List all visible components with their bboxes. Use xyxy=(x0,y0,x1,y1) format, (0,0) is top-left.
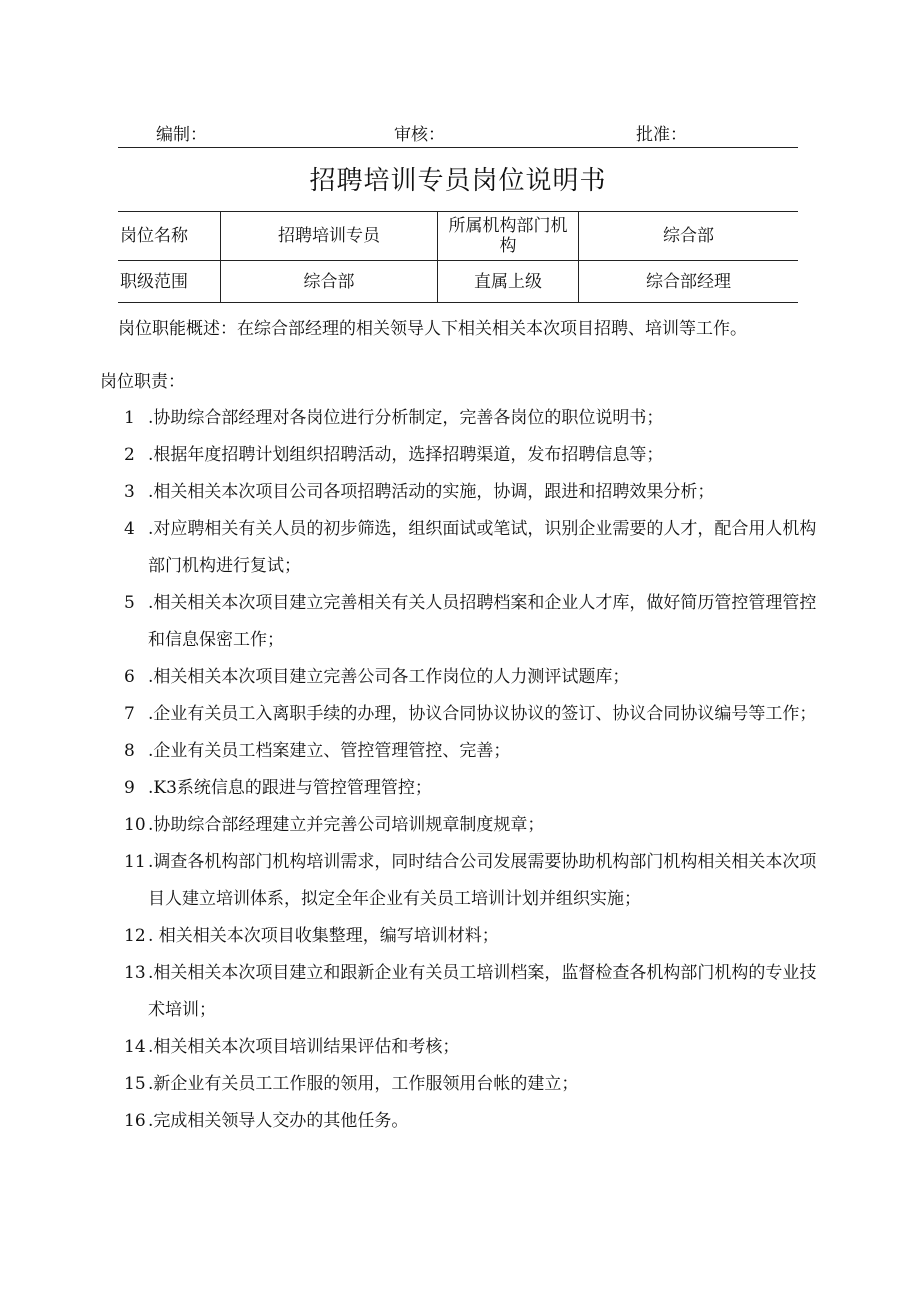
department-value: 综合部 xyxy=(579,212,799,261)
direct-superior-label: 直属上级 xyxy=(438,261,579,303)
grade-range-value: 综合部 xyxy=(221,261,438,303)
document-title: 招聘培训专员岗位说明书 xyxy=(309,166,607,196)
duty-number: 15 xyxy=(124,1074,146,1094)
compiled-by-label: 编制： xyxy=(156,125,207,145)
duty-text: .协助综合部经理对各岗位进行分析制定，完善各岗位的职位说明书； xyxy=(148,408,664,428)
reviewed-by-label: 审核： xyxy=(394,125,445,145)
duty-text: .相关相关本次项目建立和跟新企业有关员工培训档案，监督检查各机构部门机构的专业技术培训； xyxy=(148,963,817,1020)
duty-number: 14 xyxy=(124,1037,146,1057)
list-item xyxy=(100,770,820,807)
duty-text: .新企业有关员工工作服的领用，工作服领用台帐的建立； xyxy=(148,1074,579,1094)
duty-text: .相关相关本次项目公司各项招聘活动的实施，协调，跟进和招聘效果分析； xyxy=(148,482,715,502)
duty-text: .对应聘相关有关人员的初步筛选，组织面试或笔试，识别企业需要的人才，配合用人机构部门机构进行复试； xyxy=(148,519,817,576)
department-label: 所属机构部门机构 xyxy=(438,212,579,261)
list-item xyxy=(100,1029,820,1066)
duty-text: .根据年度招聘计划组织招聘活动，选择招聘渠道，发布招聘信息等； xyxy=(148,445,664,465)
direct-superior-value: 综合部经理 xyxy=(579,261,799,303)
list-item xyxy=(100,918,820,955)
position-name-label: 岗位名称 xyxy=(118,212,221,261)
list-item xyxy=(100,955,820,1029)
duty-number: 10 xyxy=(124,815,146,835)
list-item xyxy=(100,733,820,770)
function-summary: 岗位职能概述：在综合部经理的相关领导人下相关相关本次项目招聘、培训等工作。 xyxy=(118,319,747,339)
duty-text: . 相关相关本次项目收集整理，编写培训材料； xyxy=(148,926,499,946)
list-item xyxy=(100,437,820,474)
duty-text: .相关相关本次项目建立完善公司各工作岗位的人力测评试题库； xyxy=(148,667,630,687)
duty-text: .企业有关员工入离职手续的办理，协议合同协议协议的签订、协议合同协议编号等工作； xyxy=(148,704,817,724)
duty-text: .协助综合部经理建立并完善公司培训规章制度规章； xyxy=(148,815,545,835)
grade-range-label: 职级范围 xyxy=(118,261,221,303)
list-item xyxy=(100,659,820,696)
duty-number: 7 xyxy=(124,704,135,724)
duties-heading: 岗位职责： xyxy=(100,372,185,392)
list-item xyxy=(100,1103,820,1140)
list-item xyxy=(100,844,820,918)
duty-number: 2 xyxy=(124,445,135,465)
duty-text: .调查各机构部门机构培训需求，同时结合公司发展需要协助机构部门机构相关相关本次项目人建立培训体系，拟定全年企业有关员工培训计划并组织实施； xyxy=(148,852,817,909)
list-item xyxy=(100,807,820,844)
position-name-value: 招聘培训专员 xyxy=(221,212,438,261)
position-info-table xyxy=(118,211,798,303)
list-item xyxy=(100,511,820,585)
header-divider xyxy=(118,147,798,148)
duty-number: 5 xyxy=(124,593,135,613)
duty-text: .完成相关领导人交办的其他任务。 xyxy=(148,1111,409,1131)
table-row xyxy=(118,261,798,303)
duty-number: 16 xyxy=(124,1111,146,1131)
list-item xyxy=(100,400,820,437)
approval-header xyxy=(118,116,798,146)
duty-text: .K3系统信息的跟进与管控管理管控； xyxy=(148,778,432,798)
duty-number: 8 xyxy=(124,741,135,761)
duty-number: 11 xyxy=(124,852,146,872)
duty-number: 6 xyxy=(124,667,135,687)
duty-number: 3 xyxy=(124,482,135,502)
list-item xyxy=(100,696,820,733)
duties-list xyxy=(100,400,820,1140)
duty-number: 1 xyxy=(124,408,135,428)
table-row xyxy=(118,212,798,261)
list-item xyxy=(100,474,820,511)
duty-number: 9 xyxy=(124,778,135,798)
duty-number: 12 xyxy=(124,926,146,946)
list-item xyxy=(100,585,820,659)
duty-number: 13 xyxy=(124,963,146,983)
list-item xyxy=(100,1066,820,1103)
duty-text: .企业有关员工档案建立、管控管理管控、完善； xyxy=(148,741,511,761)
duty-text: .相关相关本次项目建立完善相关有关人员招聘档案和企业人才库，做好简历管控管理管控和信息保密工作； xyxy=(148,593,817,650)
duty-number: 4 xyxy=(124,519,135,539)
duty-text: .相关相关本次项目培训结果评估和考核； xyxy=(148,1037,460,1057)
approved-by-label: 批准： xyxy=(636,125,687,145)
